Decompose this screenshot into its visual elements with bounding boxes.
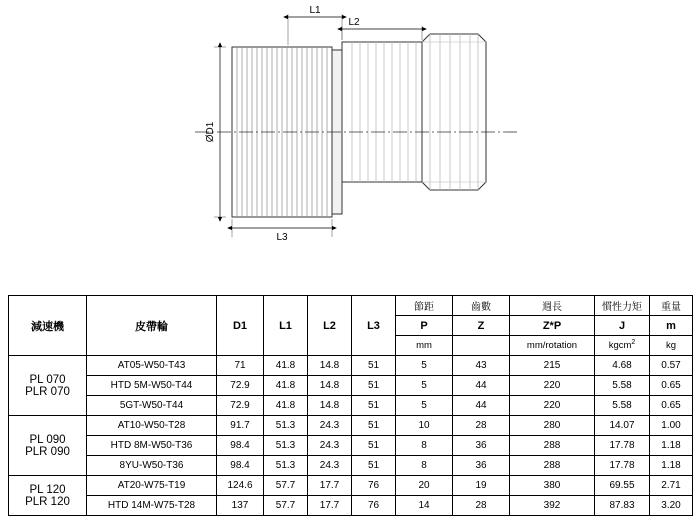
cell-l3: 51 <box>352 376 396 396</box>
cell-l1: 41.8 <box>264 396 308 416</box>
cell-p: 5 <box>396 356 453 376</box>
cell-j: 5.58 <box>595 376 650 396</box>
cell-m: 1.18 <box>650 456 693 476</box>
header-teeth-top: 齒數 <box>453 296 510 316</box>
header-d1: D1 <box>217 296 264 356</box>
cell-pulley: AT10-W50-T28 <box>87 416 217 436</box>
cell-j: 4.68 <box>595 356 650 376</box>
cell-l2: 24.3 <box>308 456 352 476</box>
cell-m: 0.65 <box>650 376 693 396</box>
cell-pulley: HTD 5M-W50-T44 <box>87 376 217 396</box>
dimension-d1-label: ØD1 <box>205 121 216 143</box>
header-weight-symbol: m <box>650 316 693 336</box>
cell-l2: 14.8 <box>308 376 352 396</box>
unit-pitch: mm <box>396 336 453 356</box>
cell-m: 3.20 <box>650 496 693 516</box>
cell-d1: 72.9 <box>217 396 264 416</box>
cell-l1: 57.7 <box>264 476 308 496</box>
cell-j: 17.78 <box>595 456 650 476</box>
cell-j: 17.78 <box>595 436 650 456</box>
header-l1: L1 <box>264 296 308 356</box>
cell-pulley: AT05-W50-T43 <box>87 356 217 376</box>
spec-table-container <box>8 295 692 516</box>
cell-p: 20 <box>396 476 453 496</box>
cell-m: 0.57 <box>650 356 693 376</box>
table-row <box>9 396 693 416</box>
cell-j: 14.07 <box>595 416 650 436</box>
cell-z: 28 <box>453 416 510 436</box>
cell-z: 44 <box>453 376 510 396</box>
cell-l1: 51.3 <box>264 436 308 456</box>
cell-m: 1.00 <box>650 416 693 436</box>
cell-l1: 51.3 <box>264 456 308 476</box>
cell-pulley: 5GT-W50-T44 <box>87 396 217 416</box>
table-header-row-1 <box>9 296 693 316</box>
table-row <box>9 416 693 436</box>
cell-d1: 72.9 <box>217 376 264 396</box>
model-cell-070 <box>9 356 87 416</box>
cell-p: 14 <box>396 496 453 516</box>
specification-table <box>8 295 693 516</box>
cell-pulley: 8YU-W50-T36 <box>87 456 217 476</box>
cell-z: 43 <box>453 356 510 376</box>
header-circumference-symbol: Z*P <box>510 316 595 336</box>
cell-l3: 51 <box>352 436 396 456</box>
header-weight-top: 重量 <box>650 296 693 316</box>
unit-teeth <box>453 336 510 356</box>
cell-j: 87.83 <box>595 496 650 516</box>
table-row <box>9 476 693 496</box>
dimension-l2 <box>342 17 422 29</box>
cell-zp: 392 <box>510 496 595 516</box>
table-row <box>9 356 693 376</box>
cell-d1: 91.7 <box>217 416 264 436</box>
cell-zp: 215 <box>510 356 595 376</box>
model-line2: PLR 070 <box>25 385 70 398</box>
header-inertia-symbol: J <box>595 316 650 336</box>
cell-z: 36 <box>453 436 510 456</box>
cell-p: 5 <box>396 396 453 416</box>
table-row <box>9 436 693 456</box>
dimension-l1 <box>288 5 342 17</box>
dimension-l3 <box>232 228 332 243</box>
cell-p: 5 <box>396 376 453 396</box>
cell-d1: 71 <box>217 356 264 376</box>
model-line1: PL 070 <box>29 373 66 386</box>
cell-l3: 51 <box>352 416 396 436</box>
header-l3: L3 <box>352 296 396 356</box>
cell-j: 5.58 <box>595 396 650 416</box>
gearbox-housing <box>342 34 486 190</box>
unit-weight: kg <box>650 336 693 356</box>
dimension-l1-label: L1 <box>309 5 321 16</box>
cell-m: 0.65 <box>650 396 693 416</box>
cell-l3: 76 <box>352 476 396 496</box>
cell-l3: 51 <box>352 356 396 376</box>
cell-d1: 124.6 <box>217 476 264 496</box>
cell-z: 19 <box>453 476 510 496</box>
cell-p: 10 <box>396 416 453 436</box>
unit-inertia <box>595 336 650 356</box>
model-line1: PL 120 <box>29 483 66 496</box>
cell-p: 8 <box>396 436 453 456</box>
cell-d1: 98.4 <box>217 456 264 476</box>
cell-m: 2.71 <box>650 476 693 496</box>
header-l2: L2 <box>308 296 352 356</box>
cell-zp: 380 <box>510 476 595 496</box>
model-line2: PLR 120 <box>25 495 70 508</box>
cell-l3: 51 <box>352 456 396 476</box>
model-cell-090 <box>9 416 87 476</box>
model-cell-120 <box>9 476 87 516</box>
dimension-l2-label: L2 <box>348 17 360 28</box>
model-line2: PLR 090 <box>25 445 70 458</box>
unit-circumference: mm/rotation <box>510 336 595 356</box>
cell-pulley: AT20-W75-T19 <box>87 476 217 496</box>
cell-pulley: HTD 8M-W50-T36 <box>87 436 217 456</box>
header-pitch-top: 節距 <box>396 296 453 316</box>
cell-l2: 24.3 <box>308 436 352 456</box>
dimension-l3-label: L3 <box>276 232 288 243</box>
cell-l1: 57.7 <box>264 496 308 516</box>
cell-l2: 24.3 <box>308 416 352 436</box>
header-circumference-top: 週長 <box>510 296 595 316</box>
cell-d1: 98.4 <box>217 436 264 456</box>
cell-d1: 137 <box>217 496 264 516</box>
header-inertia-top: 慣性力矩 <box>595 296 650 316</box>
table-row <box>9 496 693 516</box>
cell-j: 69.55 <box>595 476 650 496</box>
cell-l1: 41.8 <box>264 376 308 396</box>
cell-z: 28 <box>453 496 510 516</box>
cell-zp: 220 <box>510 376 595 396</box>
cell-l2: 17.7 <box>308 476 352 496</box>
cell-l2: 14.8 <box>308 356 352 376</box>
cell-l3: 76 <box>352 496 396 516</box>
table-row <box>9 456 693 476</box>
cell-l2: 17.7 <box>308 496 352 516</box>
cell-l1: 41.8 <box>264 356 308 376</box>
header-pitch-symbol: P <box>396 316 453 336</box>
cell-zp: 280 <box>510 416 595 436</box>
cell-pulley: HTD 14M-W75-T28 <box>87 496 217 516</box>
cell-m: 1.18 <box>650 436 693 456</box>
header-gearbox: 減速機 <box>9 296 87 356</box>
cell-l2: 14.8 <box>308 396 352 416</box>
cell-zp: 288 <box>510 436 595 456</box>
cell-z: 44 <box>453 396 510 416</box>
cell-zp: 288 <box>510 456 595 476</box>
cell-zp: 220 <box>510 396 595 416</box>
model-line1: PL 090 <box>29 433 66 446</box>
header-teeth-symbol: Z <box>453 316 510 336</box>
header-pulley: 皮帶輪 <box>87 296 217 356</box>
cell-z: 36 <box>453 456 510 476</box>
table-row <box>9 376 693 396</box>
cell-p: 8 <box>396 456 453 476</box>
unit-inertia-exponent: 2 <box>631 339 636 347</box>
unit-inertia-text: kgcm <box>608 340 632 352</box>
cell-l3: 51 <box>352 396 396 416</box>
cell-l1: 51.3 <box>264 416 308 436</box>
